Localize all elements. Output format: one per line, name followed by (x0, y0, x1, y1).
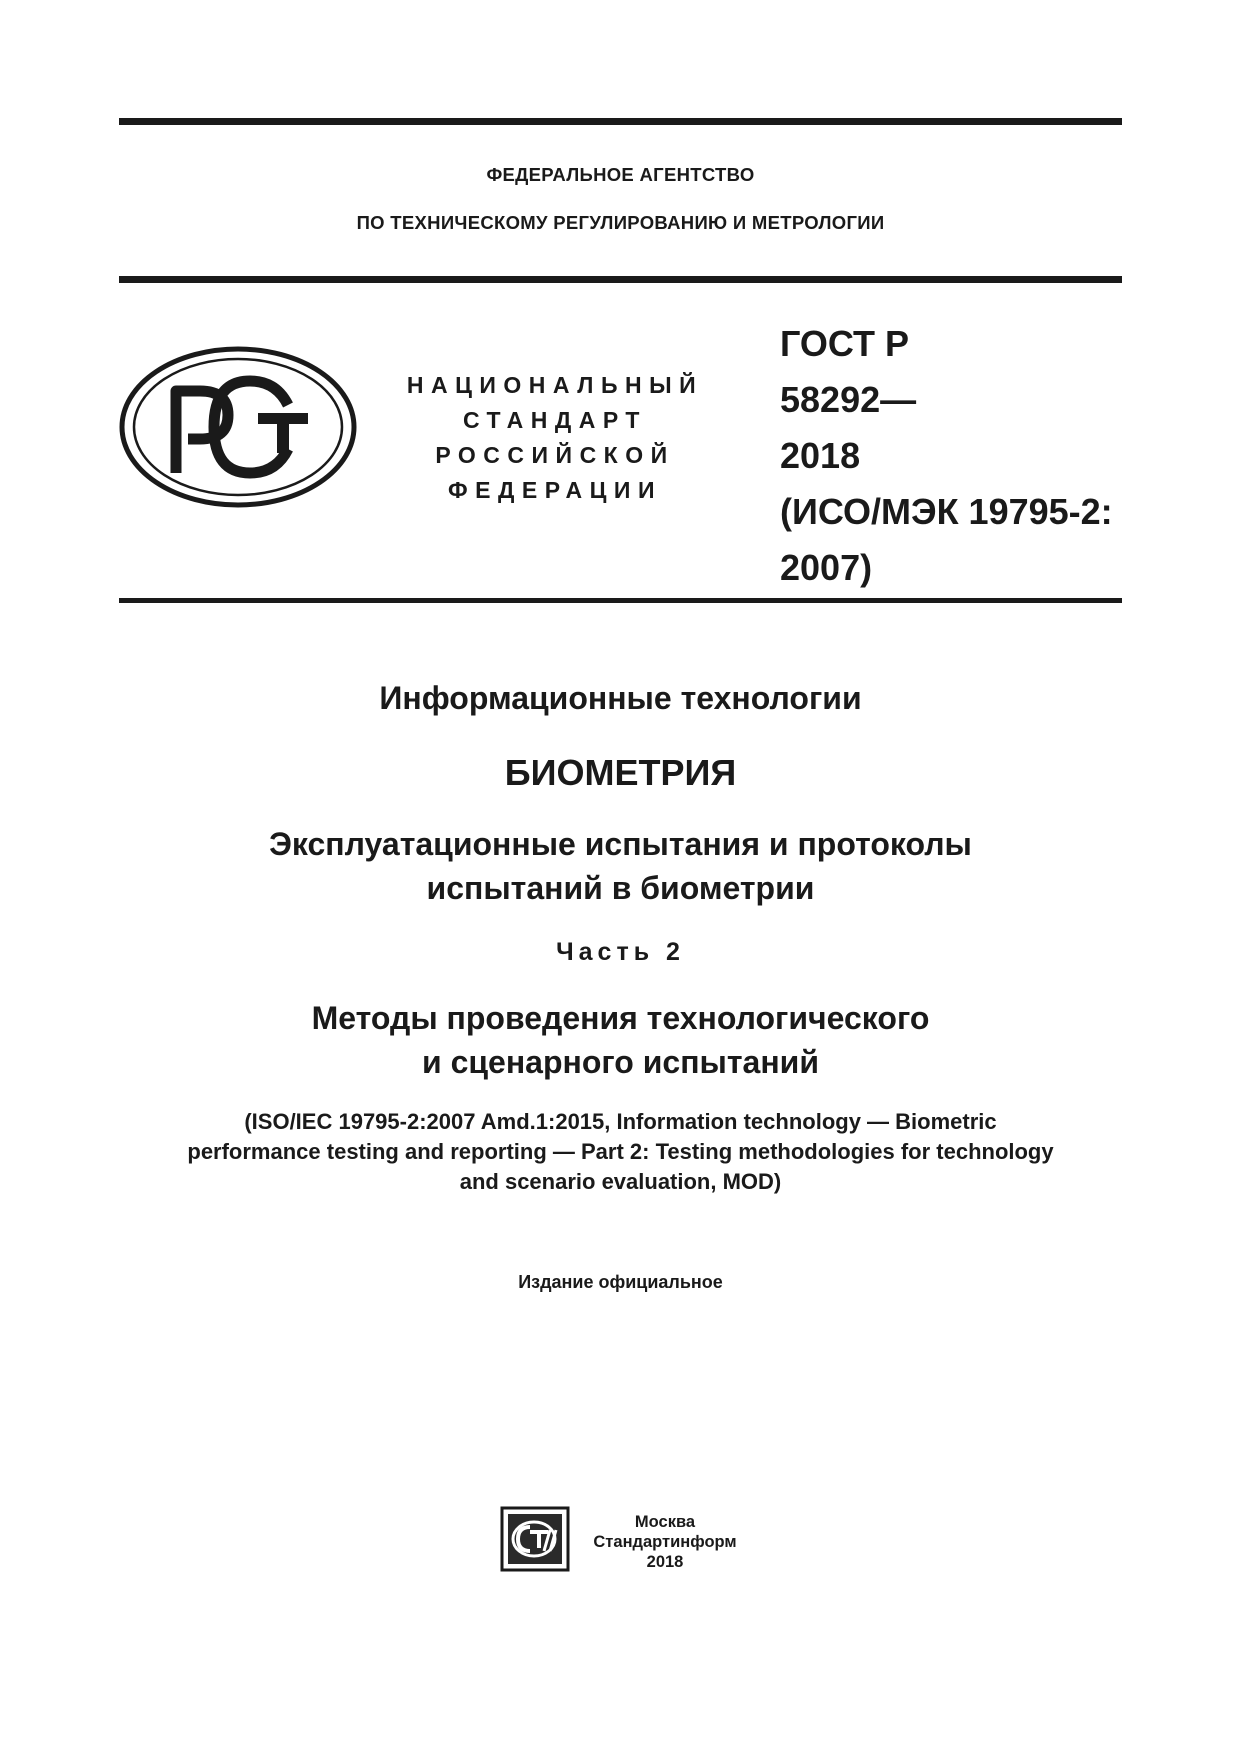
subtitle-line-2: испытаний в биометрии (426, 870, 815, 906)
designation-line-2: 58292— (780, 379, 917, 420)
agency-line-2: ПО ТЕХНИЧЕСКОМУ РЕГУЛИРОВАНИЮ И МЕТРОЛОГИИ (356, 212, 885, 233)
publisher-city: Москва (634, 1513, 696, 1531)
standard-type-line-1: НАЦИОНАЛЬНЫЙ (406, 372, 704, 398)
designation-line-4: (ИСО/МЭК 19795-2: (780, 491, 1113, 532)
original-line-3: and scenario evaluation, MOD) (459, 1169, 782, 1194)
standartinform-logo-icon (500, 1506, 570, 1572)
designation-line-1: ГОСТ Р (780, 323, 910, 364)
subtitle-line-1: Эксплуатационные испытания и протоколы (269, 826, 972, 862)
designation-line-5: 2007) (780, 547, 873, 588)
original-line-2: performance testing and reporting — Part 2: Testing methodologies for technology (187, 1139, 1054, 1164)
top-rule (119, 118, 1122, 125)
main-title: Информационные технологии (379, 680, 862, 716)
part-label: Часть 2 (556, 938, 685, 966)
publisher-info (585, 1512, 745, 1572)
subject-title: БИОМЕТРИЯ (504, 752, 737, 793)
subtitle (119, 822, 1122, 910)
standard-designation (780, 316, 1140, 596)
header-bottom-rule (119, 276, 1122, 283)
publisher-name: Стандартинформ (593, 1533, 737, 1551)
original-standard-reference (119, 1107, 1122, 1197)
original-line-1: (ISO/IEC 19795-2:2007 Amd.1:2015, Information technology — Biometric (244, 1109, 997, 1134)
standard-type (385, 368, 725, 508)
standard-type-line-2: СТАНДАРТ (463, 407, 647, 433)
designation-bottom-rule (119, 598, 1122, 603)
standard-type-line-3: РОССИЙСКОЙ (435, 442, 675, 468)
part-title-line-2: и сценарного испытаний (422, 1044, 819, 1080)
rst-conformity-mark-icon (118, 345, 358, 509)
publisher-year: 2018 (646, 1553, 684, 1571)
agency-line-1: ФЕДЕРАЛЬНОЕ АГЕНТСТВО (486, 164, 755, 185)
part-title (119, 996, 1122, 1084)
part-title-line-1: Методы проведения технологического (311, 1000, 930, 1036)
standard-type-line-4: ФЕДЕРАЦИИ (448, 477, 662, 503)
designation-line-3: 2018 (780, 435, 861, 476)
edition-label: Издание официальное (518, 1272, 723, 1292)
